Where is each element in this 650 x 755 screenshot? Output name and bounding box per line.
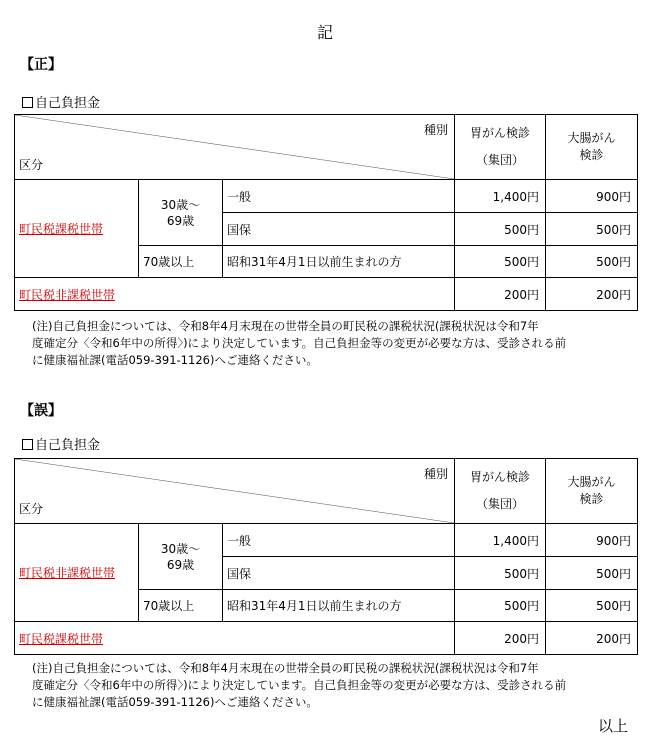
- value-cell: 500円: [546, 213, 638, 246]
- value-cell: 500円: [455, 557, 546, 590]
- subheading-wrong: 自己負担金: [22, 434, 100, 453]
- group2-label: 町民税課税世帯: [15, 622, 455, 655]
- value-cell: 500円: [546, 590, 638, 622]
- header-colon: 大腸がん 検診: [546, 459, 638, 524]
- document-title: 記: [316, 23, 333, 42]
- table-row: [15, 180, 638, 213]
- table-header-row: [15, 459, 638, 524]
- section-heading-wrong: 【誤】: [20, 403, 62, 419]
- subheading-correct: 自己負担金: [22, 92, 100, 111]
- header-kubun: 区分: [19, 158, 44, 172]
- age-70-plus: 70歳以上: [139, 246, 223, 278]
- row-kokuho-label: 国保: [223, 557, 455, 590]
- value-cell: 900円: [546, 524, 638, 557]
- header-colon: 大腸がん 検診: [546, 115, 638, 180]
- table-row: [15, 524, 638, 557]
- row-ippan-label: 一般: [223, 524, 455, 557]
- header-stomach: 胃がん検診 （集団）: [455, 459, 546, 524]
- closing-text: 以上: [597, 717, 628, 735]
- diagonal-line: [15, 459, 454, 523]
- header-stomach: 胃がん検診 （集団）: [455, 115, 546, 180]
- value-cell: 500円: [455, 246, 546, 278]
- age-30-69: 30歳～ 69歳: [139, 180, 223, 246]
- value-cell: 500円: [546, 246, 638, 278]
- value-cell: 200円: [455, 278, 546, 311]
- fee-table-wrong: [14, 458, 638, 655]
- value-cell: 200円: [546, 278, 638, 311]
- note-correct: (注)自己負担金については、令和8年4月末現在の世帯全員の町民税の課税状況(課税状況は令和7年 度確定分〈令和6年中の所得〉)により決定しています。自己負担金等の変更が必要な方は、受診される前 に健康福祉課(電話059-391-1126)へご連絡ください。: [32, 319, 567, 367]
- age-70-plus: 70歳以上: [139, 590, 223, 622]
- header-kubun: 区分: [19, 502, 44, 516]
- value-cell: 200円: [546, 622, 638, 655]
- table-header-row: [15, 115, 638, 180]
- row-kokuho-label: 国保: [223, 213, 455, 246]
- table-row: [15, 622, 638, 655]
- section-heading-correct: 【正】: [20, 57, 62, 73]
- value-cell: 200円: [455, 622, 546, 655]
- row-showa-label: 昭和31年4月1日以前生まれの方: [223, 246, 455, 278]
- note-wrong: (注)自己負担金については、令和8年4月末現在の世帯全員の町民税の課税状況(課税状況は令和7年 度確定分〈令和6年中の所得〉)により決定しています。自己負担金等の変更が必要な方は、受診される前 に健康福祉課(電話059-391-1126)へご連絡ください。: [32, 661, 567, 709]
- value-cell: 1,400円: [455, 524, 546, 557]
- checkbox-square-icon: [22, 439, 33, 450]
- value-cell: 500円: [455, 590, 546, 622]
- value-cell: 500円: [546, 557, 638, 590]
- header-shubetsu: 種別: [424, 123, 449, 137]
- fee-table-correct: [14, 114, 638, 311]
- row-showa-label: 昭和31年4月1日以前生まれの方: [223, 590, 455, 622]
- header-shubetsu: 種別: [424, 467, 449, 481]
- table-row: [15, 278, 638, 311]
- value-cell: 500円: [455, 213, 546, 246]
- group2-label: 町民税非課税世帯: [15, 278, 455, 311]
- age-30-69: 30歳～ 69歳: [139, 524, 223, 590]
- row-ippan-label: 一般: [223, 180, 455, 213]
- header-diagonal-cell: [15, 459, 455, 524]
- group1-label: 町民税課税世帯: [15, 180, 139, 278]
- diagonal-line: [15, 115, 454, 179]
- header-diagonal-cell: [15, 115, 455, 180]
- value-cell: 900円: [546, 180, 638, 213]
- value-cell: 1,400円: [455, 180, 546, 213]
- group1-label: 町民税非課税世帯: [15, 524, 139, 622]
- checkbox-square-icon: [22, 97, 33, 108]
